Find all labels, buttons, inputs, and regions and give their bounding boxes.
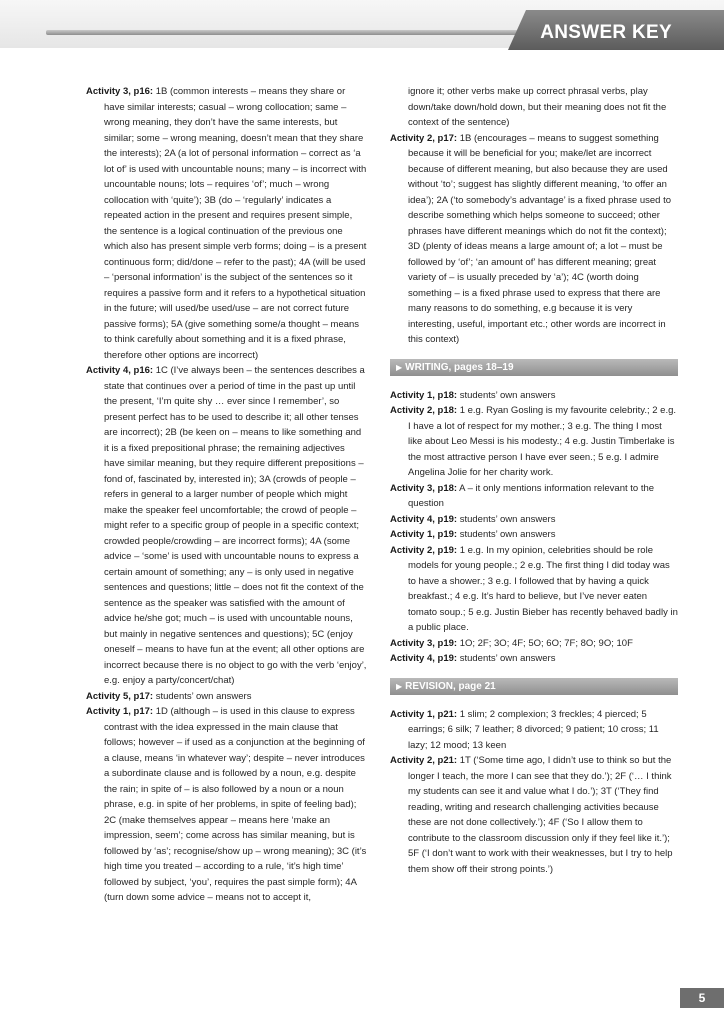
- answer-text: 1 e.g. In my opinion, celebrities should be role models for young people.; 2 e.g. The first thing I did today was to have a shower.; 3 e.g. I followed that by having a quick breakfast.; 4 e.g. It’s hard to believe, but I’ve never eaten tomato soup.; 5 e.g. Justin Bieber has recently behaved badly in a public place.: [408, 544, 678, 633]
- answer-text: 1B (encourages – means to suggest something because it will be beneficial for you; make/let are incorrect because of different meaning, but also because they are used without ‘to’; suggest has slightly different meaning, ‘to offer an idea’); 2A (‘to somebody’s advantage’ is a fixed phrase used to describe something which helps someone to succeed; other phrases have different meanings which do not fit the context); 3D (plenty of ideas means a large amount of; a lot – must be followed by ‘of’; ‘an amount of’ has different meaning; great variety of – is usually preceded by ‘a’); 4C (worth doing something – is a fixed phrase used to express that there are many reasons to do something, e.g because it is very interesting, useful, important etc.; other words are incorrect in this context): [408, 132, 671, 345]
- activity-label: Activity 4, p19:: [390, 513, 458, 525]
- answer-continuation: [390, 84, 678, 131]
- activity-label: Activity 1, p19:: [390, 529, 458, 540]
- answer-entry: [390, 388, 678, 404]
- answer-text: ignore it; other verbs make up correct phrasal verbs, play down/take down/hold down, but their meaning does not fit the context of the sentence): [408, 86, 667, 128]
- activity-label: Activity 1, p17:: [86, 706, 154, 717]
- triangle-right-icon: ▶: [396, 681, 403, 691]
- answer-entry: [86, 363, 368, 689]
- writing-section-header: [390, 359, 678, 376]
- page-title: ANSWER KEY: [540, 22, 672, 43]
- answer-entry: [390, 527, 678, 543]
- answer-text: 1D (although – is used in this clause to express contrast with the idea expressed in the main clause that follows; however – if used as a conjunction at the beginning of a clause, means ‘in whatever way’; despite – never introduces a subordinate clause and is followed by a noun, e.g. despite the rain; in spite of – is also followed by a noun or a noun phrase, e.g. in spite of her problems, in spite of feeling bad); 2C (make themselves appear – means here ‘make an impression, seem’; come across has similar meaning, but is followed by ‘as’; recognise/show up – wrong meaning); 3C (it’s high time you treated – according to a rule, ‘it’s high time’ followed by subject, ‘you’, requires the past simple form); 4A (turn down some advice – means not to accept it,: [104, 706, 367, 903]
- answer-text: 1O; 2F; 3O; 4F; 5O; 6O; 7F; 8O; 9O; 10F: [457, 637, 633, 649]
- answer-text: 1 e.g. Ryan Gosling is my favourite celebrity.; 2 e.g. I have a lot of respect for my mother.; 3 e.g. The thing I most like about Leo Messi is his modesty.; 4 e.g. Justin Timberlake is the most attractive person I have ever seen.; 5 e.g. I admire Angelina Jolie for her charity work.: [408, 405, 677, 478]
- answer-text: students’ own answers: [457, 529, 556, 540]
- answer-text: students’ own answers: [457, 653, 556, 664]
- answer-entry: [390, 481, 678, 512]
- activity-label: Activity 3, p16:: [86, 86, 154, 97]
- activity-label: Activity 2, p18:: [390, 405, 458, 416]
- section-title: REVISION, page 21: [405, 680, 496, 692]
- header-decorative-bar: [46, 30, 566, 35]
- activity-label: Activity 2, p17:: [390, 132, 458, 144]
- activity-label: Activity 4, p19:: [390, 653, 458, 664]
- answer-entry: [390, 707, 678, 754]
- answer-entry: [390, 131, 678, 348]
- section-title: WRITING, pages 18–19: [405, 361, 514, 373]
- answer-text: students’ own answers: [457, 513, 556, 525]
- answer-text: 1T (‘Some time ago, I didn’t use to think so but the longer I teach, the more I can see that they do.’); 2F (‘… I think my students can see it and value what I do.’); 3T (‘They find reading, writing and research challenging activities because these are not done collectively.’); 4F (‘So I allow them to contribute to the classroom discussion only if they feel like it.’); 5F (‘I don’t want to work with their weaknesses, but I try to help them show off their strong points.’): [408, 755, 673, 875]
- left-column: [86, 84, 368, 906]
- answer-entry: [390, 651, 678, 667]
- answer-entry: [390, 403, 678, 481]
- activity-label: Activity 3, p18:: [390, 482, 458, 494]
- page-number: 5: [680, 988, 724, 1008]
- answer-entry: [86, 704, 368, 906]
- activity-label: Activity 2, p21:: [390, 755, 458, 766]
- triangle-right-icon: ▶: [396, 362, 403, 372]
- answer-text: 1B (common interests – means they share or have similar interests; casual – wrong collocation; same – wrong meaning, they don’t have the same interests, but similar; some – wrong meaning, doesn’t mean that they share the interests); 2A (a lot of personal information – correct as ‘a lot of’ is used with uncountable nouns; many – is incorrect with uncountable nouns; lots – requires ‘of’; much – wrong collocation with ‘quite’); 3B (do – ‘regularly’ indicates a repeated action in the present and requires present simple, the sentence is a logical continuation of the previous one which also has present simple verb forms; doing – is a present continuous form; did/done – refer to the past); 4A (will be used – ‘personal information’ is the subject of the sentences so it requires a passive form and it refers to a hypothetical situation in the future; will used/be used/use – are not correct future passive forms); 5A (give something some/a thought – means to think carefully about something and it is a fixed phrase, therefore other options are incorrect): [104, 86, 367, 361]
- activity-label: Activity 4, p16:: [86, 365, 154, 376]
- answer-entry: [390, 636, 678, 652]
- answer-entry: [390, 543, 678, 636]
- answer-text: 1C (I’ve always been – the sentences describes a state that continues over a period of time in the past up until the present, ‘I’m quite shy … ever since I remember’, so present perfect has to be used to describe it; all other tenses are incorrect); 2B (be keen on – means to like something and it is a fixed prepositional phrase; the remaining adjectives have similar meaning, but they require different prepositions – fond of, fascinated by, interested in); 3A (crowds of people – refers in general to a larger number of people which might make the speaker feel uncomfortable; the crowd of people – might refer to a specific group of people in a specific context; crowded people/crowding – are incorrect forms); 4A (some advice – ‘some’ is used with uncountable nouns to express a certain amount of something; any – is only used in negative sentences and questions; little – does not fit the context of the sentence as the speaker was satisfied with the amount of advice he/she got; much – is used with uncountable nouns, but mainly in negative sentences and questions); 5C (enjoy oneself – means to have fun at the event; all other options are incorrect because there is no object to go with the verb ‘enjoy’, e.g. enjoy a party/concert/chat): [104, 365, 367, 686]
- activity-label: Activity 1, p21:: [390, 708, 458, 720]
- answer-text: students’ own answers: [457, 389, 556, 401]
- answer-entry: [86, 689, 368, 705]
- activity-label: Activity 2, p19:: [390, 544, 458, 556]
- activity-label: Activity 1, p18:: [390, 389, 458, 401]
- activity-label: Activity 5, p17:: [86, 690, 154, 702]
- right-column: [390, 84, 678, 877]
- answer-entry: [390, 753, 678, 877]
- answer-text: A – it only mentions information relevant to the question: [408, 482, 655, 509]
- answer-text: 1 slim; 2 complexion; 3 freckles; 4 pierced; 5 earrings; 6 silk; 7 leather; 8 divorced; 9 patient; 10 cross; 11 lazy; 12 mood; 13 keen: [408, 708, 659, 751]
- answer-text: students’ own answers: [153, 690, 252, 702]
- revision-section-header: [390, 678, 678, 695]
- answer-entry: [390, 512, 678, 528]
- answer-entry: [86, 84, 368, 363]
- activity-label: Activity 3, p19:: [390, 637, 458, 649]
